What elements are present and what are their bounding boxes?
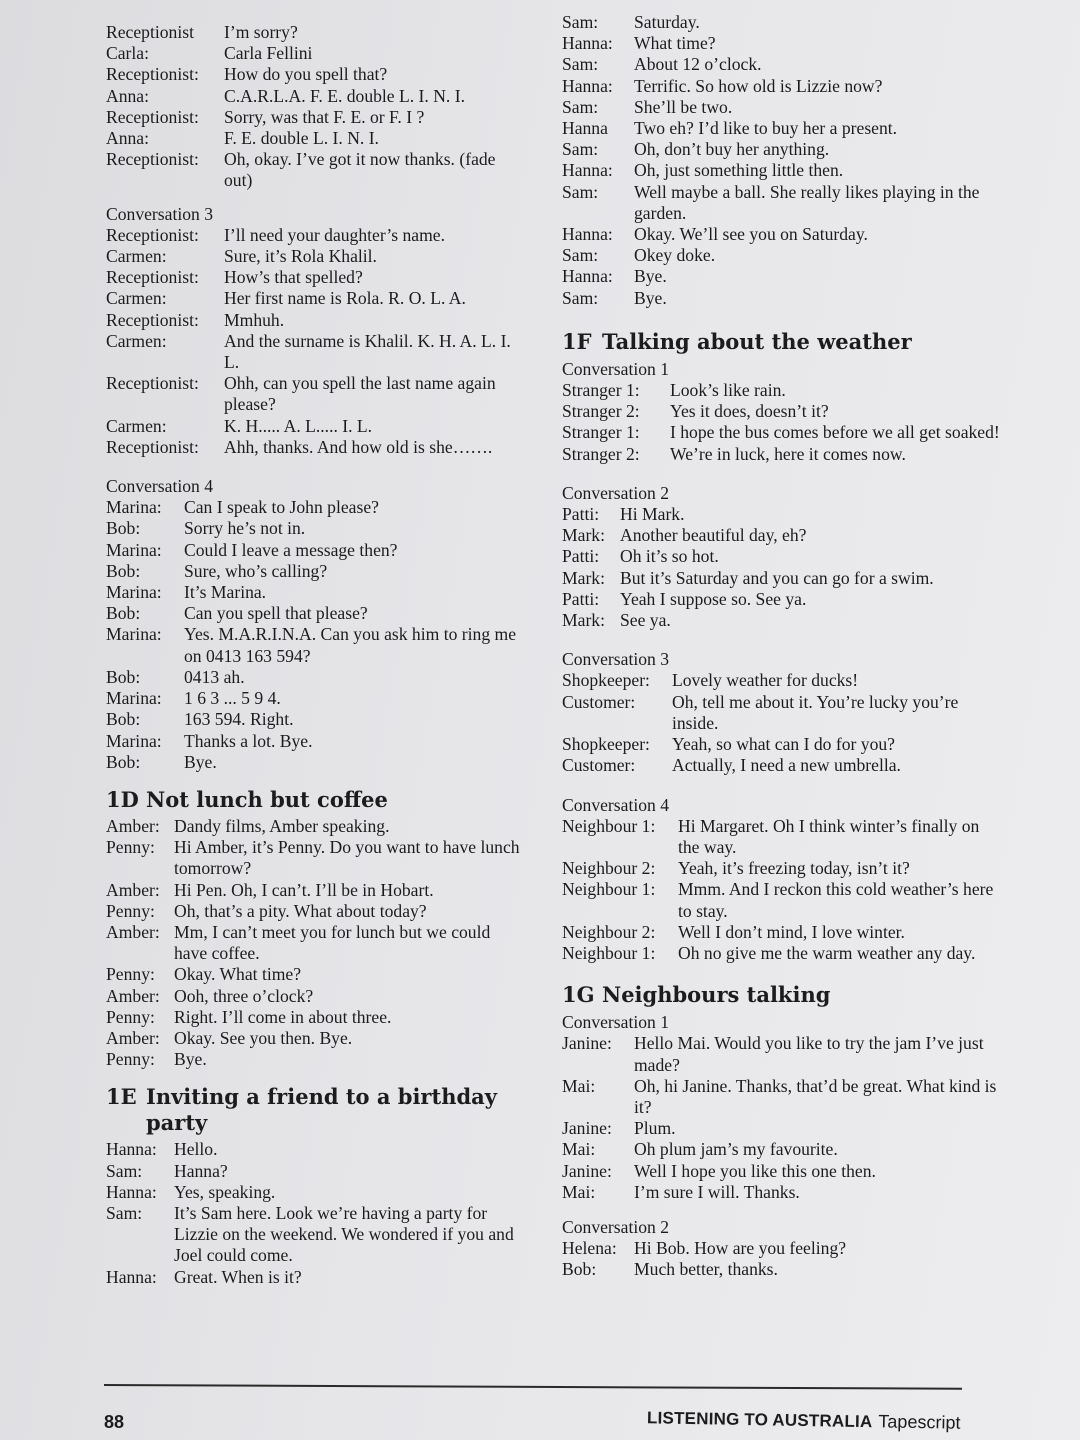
dialogue-line (106, 922, 526, 964)
spoken-text: I’m sure I will. Thanks. (634, 1181, 800, 1202)
dialogue-line (562, 160, 1002, 181)
section-1e-continued (562, 12, 1002, 309)
speaker-name: Amber: (106, 921, 160, 942)
spoken-text: What time? (634, 33, 716, 54)
spoken-text: About 12 o’clock. (634, 54, 762, 75)
spoken-text: Well maybe a ball. She really likes playing in the garden. (634, 181, 980, 223)
dialogue-line (106, 1182, 526, 1203)
dialogue-line (562, 182, 1002, 224)
spoken-text: Saturday. (634, 12, 700, 32)
dialogue-line (106, 1139, 526, 1160)
speaker-name: Sam: (562, 12, 599, 32)
spoken-text: Look’s like rain. (670, 380, 786, 401)
dialogue-line (562, 224, 1002, 245)
speaker-name: Stranger 2: (562, 443, 640, 464)
speaker-name: Anna: (106, 85, 149, 106)
dialogue-line (562, 139, 1002, 160)
spoken-text: Actually, I need a new umbrella. (672, 755, 901, 776)
dialogue-line (106, 561, 526, 582)
weather-conversation-4 (562, 816, 1002, 964)
spoken-text: Hi Pen. Oh, I can’t. I’ll be in Hobart. (174, 879, 434, 900)
spoken-text: 163 594. Right. (184, 709, 294, 730)
dialogue-line (562, 525, 1002, 546)
speaker-name: Sam: (562, 181, 599, 202)
speaker-name: Bob: (106, 518, 141, 539)
spoken-text: Another beautiful day, eh? (620, 525, 807, 546)
speaker-name: Bob: (106, 751, 141, 772)
dialogue-line (562, 444, 1002, 465)
spoken-text: How’s that spelled? (224, 267, 363, 288)
speaker-name: Sam: (562, 139, 599, 160)
spoken-text: But it’s Saturday and you can go for a swim. (620, 567, 934, 588)
dialogue-line (106, 816, 526, 837)
spoken-text: Sure, it’s Rola Khalil. (224, 246, 377, 267)
dialogue-line (106, 225, 526, 246)
speaker-name: Marina: (106, 730, 162, 751)
spoken-text: Hello Mai. Would you like to try the jam I’ve just made? (634, 1033, 984, 1075)
speaker-name: Customer: (562, 691, 636, 712)
speaker-name: Receptionist: (106, 373, 199, 394)
speaker-name: Hanna: (562, 160, 613, 181)
section-1e-heading (106, 1084, 506, 1136)
spoken-text: Two eh? I’d like to buy her a present. (634, 118, 898, 139)
conversation-3-title: Conversation 3 (562, 649, 670, 670)
dialogue-line (562, 692, 1002, 734)
spoken-text: Thanks a lot. Bye. (184, 730, 313, 751)
spoken-text: We’re in luck, here it comes now. (670, 443, 906, 464)
speaker-name: Mark: (562, 525, 605, 546)
spoken-text: 0413 ah. (184, 666, 245, 687)
dialogue-line (562, 1161, 1002, 1182)
spoken-text: Oh, don’t buy her anything. (634, 139, 830, 160)
speaker-name: Penny: (106, 1049, 155, 1070)
spoken-text: Lovely weather for ducks! (672, 670, 859, 691)
spoken-text: Sorry he’s not in. (184, 518, 306, 539)
dialogue-line (106, 1203, 526, 1267)
spoken-text: Well I hope you like this one then. (634, 1160, 876, 1181)
speaker-name: Bob: (106, 709, 141, 730)
speaker-name: Receptionist: (106, 106, 199, 127)
footer-rule (104, 1384, 962, 1390)
dialogue-line (562, 1076, 1002, 1118)
spoken-text: See ya. (620, 610, 671, 631)
dialogue-line (106, 64, 526, 85)
speaker-name: Mai: (562, 1075, 596, 1096)
speaker-name: Anna: (106, 128, 149, 149)
spoken-text: Mmm. And I reckon this cold weather’s here to stay. (678, 879, 994, 921)
spoken-text: C.A.R.L.A. F. E. double L. I. N. I. (224, 85, 465, 106)
speaker-name: Patti: (562, 546, 600, 567)
spoken-text: Bye. (634, 287, 667, 308)
spoken-text: Sure, who’s calling? (184, 560, 328, 581)
section-1e-dialogue (106, 1139, 526, 1287)
speaker-name: Hanna: (562, 266, 613, 287)
conversation-3-title: Conversation 3 (106, 203, 214, 224)
spoken-text: Hi Amber, it’s Penny. Do you want to have lunch tomorrow? (174, 837, 520, 879)
spoken-text: I hope the bus comes before we all get soaked! (670, 422, 1000, 443)
spoken-text: Plum. (634, 1118, 676, 1139)
spoken-text: Hanna? (174, 1160, 228, 1181)
spoken-text: Terrific. So how old is Lizzie now? (634, 75, 883, 96)
spoken-text: Bye. (174, 1049, 207, 1070)
speaker-name: Patti: (562, 588, 600, 609)
spoken-text: She’ll be two. (634, 96, 733, 117)
speaker-name: Penny: (106, 964, 155, 985)
section-number: 1F (562, 328, 592, 354)
speaker-name: Receptionist: (106, 149, 199, 170)
spoken-text: Okay. What time? (174, 964, 302, 985)
speaker-name: Receptionist (106, 22, 194, 42)
dialogue-line (106, 1007, 526, 1028)
right-column (562, 12, 1002, 1281)
section-1f-heading (562, 329, 1002, 355)
speaker-name: Receptionist: (106, 309, 199, 330)
speaker-name: Neighbour 1: (562, 879, 656, 900)
dialogue-line (106, 688, 526, 709)
dialogue-line (562, 422, 1002, 443)
speaker-name: Neighbour 2: (562, 921, 656, 942)
dialogue-line (562, 568, 1002, 589)
dialogue-line (106, 497, 526, 518)
spoken-text: Okey doke. (634, 245, 716, 266)
running-footer (646, 1407, 960, 1433)
speaker-name: Carla: (106, 43, 149, 64)
speaker-name: Stranger 1: (562, 380, 640, 401)
speaker-name: Mark: (562, 610, 605, 631)
section-1d-dialogue (106, 816, 526, 1070)
dialogue-line (562, 1139, 1002, 1160)
dialogue-line (106, 624, 526, 666)
spoken-text: Yeah I suppose so. See ya. (620, 588, 807, 609)
speaker-name: Hanna: (106, 1139, 157, 1160)
dialogue-line (562, 1238, 1002, 1259)
dialogue-line (562, 610, 1002, 631)
section-number: 1E (106, 1084, 137, 1110)
dialogue-line (562, 922, 1002, 943)
spoken-text: Hello. (174, 1139, 218, 1160)
conversation-1-title: Conversation 1 (562, 1012, 670, 1033)
weather-conversation-3 (562, 670, 1002, 776)
spoken-text: It’s Marina. (184, 582, 267, 603)
dialogue-line (562, 1259, 1002, 1280)
neighbours-conversation-2 (562, 1238, 1002, 1280)
speaker-name: Penny: (106, 837, 155, 858)
speaker-name: Hanna: (562, 224, 613, 245)
dialogue-line (562, 97, 1002, 118)
speaker-name: Janine: (562, 1160, 612, 1181)
dialogue-line (106, 1161, 526, 1182)
speaker-name: Amber: (106, 985, 160, 1006)
speaker-name: Janine: (562, 1118, 612, 1139)
dialogue-line (562, 589, 1002, 610)
dialogue-line (106, 331, 526, 373)
dialogue-line (562, 755, 1002, 776)
spoken-text: Carla Fellini (224, 43, 313, 64)
speaker-name: Receptionist: (106, 436, 199, 457)
dialogue-line (562, 12, 1002, 33)
spoken-text: Oh no give me the warm weather any day. (678, 942, 976, 963)
spoken-text: And the surname is Khalil. K. H. A. L. I. L. (224, 330, 511, 373)
dialogue-line (106, 43, 526, 64)
speaker-name: Bob: (562, 1259, 597, 1280)
spoken-text: It’s Sam here. Look we’re having a party for Lizzie on the weekend. We wondered if you and Joel could come. (174, 1202, 514, 1266)
dialogue-line (106, 667, 526, 688)
speaker-name: Mai: (562, 1139, 596, 1160)
dialogue-line (562, 670, 1002, 691)
speaker-name: Sam: (562, 54, 599, 75)
dialogue-line (562, 1182, 1002, 1203)
speaker-name: Marina: (106, 624, 162, 645)
spoken-text: Right. I’ll come in about three. (174, 1006, 392, 1027)
speaker-name: Amber: (106, 1027, 160, 1048)
conversation-3 (106, 225, 526, 458)
conversation-4-title: Conversation 4 (562, 794, 670, 815)
dialogue-line (106, 709, 526, 730)
dialogue-line (106, 901, 526, 922)
speaker-name: Mark: (562, 567, 605, 588)
speaker-name: Sam: (562, 96, 599, 117)
dialogue-line (106, 86, 526, 107)
dialogue-line (562, 266, 1002, 287)
spoken-text: Much better, thanks. (634, 1259, 778, 1280)
speaker-name: Marina: (106, 688, 162, 709)
spoken-text: Oh, that’s a pity. What about today? (174, 900, 427, 921)
spoken-text: Yes it does, doesn’t it? (670, 401, 829, 422)
dialogue-line (562, 879, 1002, 921)
spoken-text: Dandy films, Amber speaking. (174, 815, 390, 836)
dialogue-line (562, 288, 1002, 309)
spoken-text: I’m sorry? (224, 22, 298, 42)
speaker-name: Hanna: (562, 75, 613, 96)
section-number: 1G (562, 982, 595, 1008)
spoken-text: Okay. See you then. Bye. (174, 1027, 353, 1048)
spoken-text: Mm, I can’t meet you for lunch but we could have coffee. (174, 921, 491, 964)
section-title: Not lunch but coffee (146, 786, 388, 812)
dialogue-line (106, 540, 526, 561)
spoken-text: Yes. M.A.R.I.N.A. Can you ask him to ring me on 0413 163 594? (184, 624, 517, 666)
speaker-name: Mai: (562, 1181, 596, 1202)
section-title: Talking about the weather (602, 328, 912, 354)
dialogue-line (106, 582, 526, 603)
spoken-text: Oh, tell me about it. You’re lucky you’re inside. (672, 691, 959, 733)
dialogue-line (106, 837, 526, 879)
dialogue-line (562, 858, 1002, 879)
speaker-name: Shopkeeper: (562, 670, 650, 691)
speaker-name: Stranger 2: (562, 401, 640, 422)
speaker-name: Amber: (106, 879, 160, 900)
dialogue-line (562, 1033, 1002, 1075)
speaker-name: Receptionist: (106, 224, 199, 245)
speaker-name: Neighbour 1: (562, 942, 656, 963)
speaker-name: Penny: (106, 900, 155, 921)
spoken-text: Mmhuh. (224, 309, 285, 330)
conversation-4-title: Conversation 4 (106, 476, 214, 497)
speaker-name: Stranger 1: (562, 422, 640, 443)
speaker-name: Sam: (562, 287, 599, 308)
speaker-name: Bob: (106, 666, 141, 687)
left-column (106, 22, 526, 1288)
spoken-text: Oh it’s so hot. (620, 546, 719, 567)
conversation-4 (106, 497, 526, 773)
spoken-text: How do you spell that? (224, 64, 388, 85)
spoken-text: Can I speak to John please? (184, 497, 379, 518)
dialogue-line (562, 380, 1002, 401)
dialogue-line (562, 245, 1002, 266)
dialogue-line (106, 288, 526, 309)
conversation-1-title: Conversation 1 (562, 358, 670, 379)
speaker-name: Carmen: (106, 415, 167, 436)
spoken-text: Yes, speaking. (174, 1181, 276, 1202)
weather-conversation-1 (562, 380, 1002, 465)
dialogue-line (106, 1028, 526, 1049)
spoken-text: Hi Bob. How are you feeling? (634, 1238, 847, 1259)
dialogue-line (562, 504, 1002, 525)
dialogue-line (106, 310, 526, 331)
section-title: Inviting a friend to a birthday party (146, 1084, 497, 1136)
speaker-name: Sam: (562, 245, 599, 266)
dialogue-line (106, 1049, 526, 1070)
spoken-text: Oh, hi Janine. Thanks, that’d be great. What kind is it? (634, 1075, 997, 1117)
speaker-name: Carmen: (106, 288, 167, 309)
dialogue-line (562, 546, 1002, 567)
speaker-name: Carmen: (106, 330, 167, 351)
spoken-text: F. E. double L. I. N. I. (224, 128, 379, 149)
spoken-text: Okay. We’ll see you on Saturday. (634, 224, 868, 245)
speaker-name: Carmen: (106, 246, 167, 267)
section-title: Neighbours talking (602, 982, 831, 1008)
dialogue-line (562, 401, 1002, 422)
spoken-text: 1 6 3 ... 5 9 4. (184, 688, 281, 709)
spoken-text: Bye. (184, 751, 217, 772)
dialogue-line (106, 731, 526, 752)
speaker-name: Receptionist: (106, 267, 199, 288)
neighbours-conversation-1 (562, 1033, 1002, 1203)
dialogue-line (106, 1267, 526, 1288)
dialogue-line (106, 603, 526, 624)
spoken-text: Sorry, was that F. E. or F. I ? (224, 106, 425, 127)
spoken-text: Great. When is it? (174, 1266, 302, 1287)
spoken-text: Can you spell that please? (184, 603, 368, 624)
dialogue-line (106, 437, 526, 458)
speaker-name: Marina: (106, 582, 162, 603)
spoken-text: Hi Margaret. Oh I think winter’s finally on the way. (678, 815, 980, 857)
speaker-name: Neighbour 1: (562, 815, 656, 836)
speaker-name: Helena: (562, 1238, 617, 1259)
dialogue-line (106, 107, 526, 128)
dialogue-line (562, 816, 1002, 858)
speaker-name: Janine: (562, 1033, 612, 1054)
dialogue-line (106, 752, 526, 773)
speaker-name: Penny: (106, 1006, 155, 1027)
speaker-name: Marina: (106, 497, 162, 518)
dialogue-line (562, 1118, 1002, 1139)
dialogue-line (106, 22, 526, 43)
spoken-text: Bye. (634, 266, 667, 287)
spoken-text: Could I leave a message then? (184, 539, 398, 560)
page-number: 88 (104, 1412, 125, 1432)
spoken-text: Hi Mark. (620, 504, 685, 525)
spoken-text: Ahh, thanks. And how old is she……. (224, 436, 493, 457)
book-title: LISTENING TO AUSTRALIA (646, 1408, 873, 1432)
spoken-text: Ohh, can you spell the last name again please? (224, 373, 496, 415)
section-1g-heading (562, 982, 1002, 1008)
dialogue-line (562, 54, 1002, 75)
dialogue-line (562, 33, 1002, 54)
spoken-text: Yeah, it’s freezing today, isn’t it? (678, 858, 910, 879)
spoken-text: Yeah, so what can I do for you? (672, 734, 895, 755)
speaker-name: Hanna: (106, 1181, 157, 1202)
dialogue-line (106, 246, 526, 267)
speaker-name: Amber: (106, 815, 160, 836)
speaker-name: Receptionist: (106, 64, 199, 85)
dialogue-line (562, 943, 1002, 964)
spoken-text: I’ll need your daughter’s name. (224, 224, 445, 245)
section-1d-heading (106, 787, 526, 813)
speaker-name: Patti: (562, 504, 600, 525)
dialogue-line (106, 518, 526, 539)
spoken-text: Her first name is Rola. R. O. L. A. (224, 288, 466, 309)
section-number: 1D (106, 786, 139, 812)
dialogue-line (106, 880, 526, 901)
speaker-name: Marina: (106, 539, 162, 560)
conversation-2-tail (106, 22, 526, 192)
dialogue-line (106, 373, 526, 415)
speaker-name: Sam: (106, 1202, 143, 1223)
dialogue-line (106, 149, 526, 191)
conversation-2-title: Conversation 2 (562, 482, 670, 503)
speaker-name: Bob: (106, 560, 141, 581)
spoken-text: Oh, just something little then. (634, 160, 844, 181)
speaker-name: Hanna: (106, 1266, 157, 1287)
dialogue-line (106, 267, 526, 288)
speaker-name: Hanna: (562, 33, 613, 54)
speaker-name: Customer: (562, 755, 636, 776)
speaker-name: Bob: (106, 603, 141, 624)
spoken-text: K. H..... A. L..... I. L. (224, 415, 373, 436)
dialogue-line (106, 964, 526, 985)
dialogue-line (562, 76, 1002, 97)
dialogue-line (562, 118, 1002, 139)
spoken-text: Well I don’t mind, I love winter. (678, 921, 905, 942)
conversation-2-title: Conversation 2 (562, 1216, 670, 1237)
dialogue-line (106, 986, 526, 1007)
dialogue-line (106, 416, 526, 437)
section-label: Tapescript (877, 1411, 961, 1433)
spoken-text: Oh plum jam’s my favourite. (634, 1139, 838, 1160)
speaker-name: Sam: (106, 1160, 143, 1181)
speaker-name: Neighbour 2: (562, 858, 656, 879)
speaker-name: Hanna (562, 118, 608, 139)
spoken-text: Ooh, three o’clock? (174, 985, 314, 1006)
dialogue-line (562, 734, 1002, 755)
speaker-name: Shopkeeper: (562, 734, 650, 755)
dialogue-line (106, 128, 526, 149)
weather-conversation-2 (562, 504, 1002, 631)
spoken-text: Oh, okay. I’ve got it now thanks. (fade out) (224, 149, 496, 191)
